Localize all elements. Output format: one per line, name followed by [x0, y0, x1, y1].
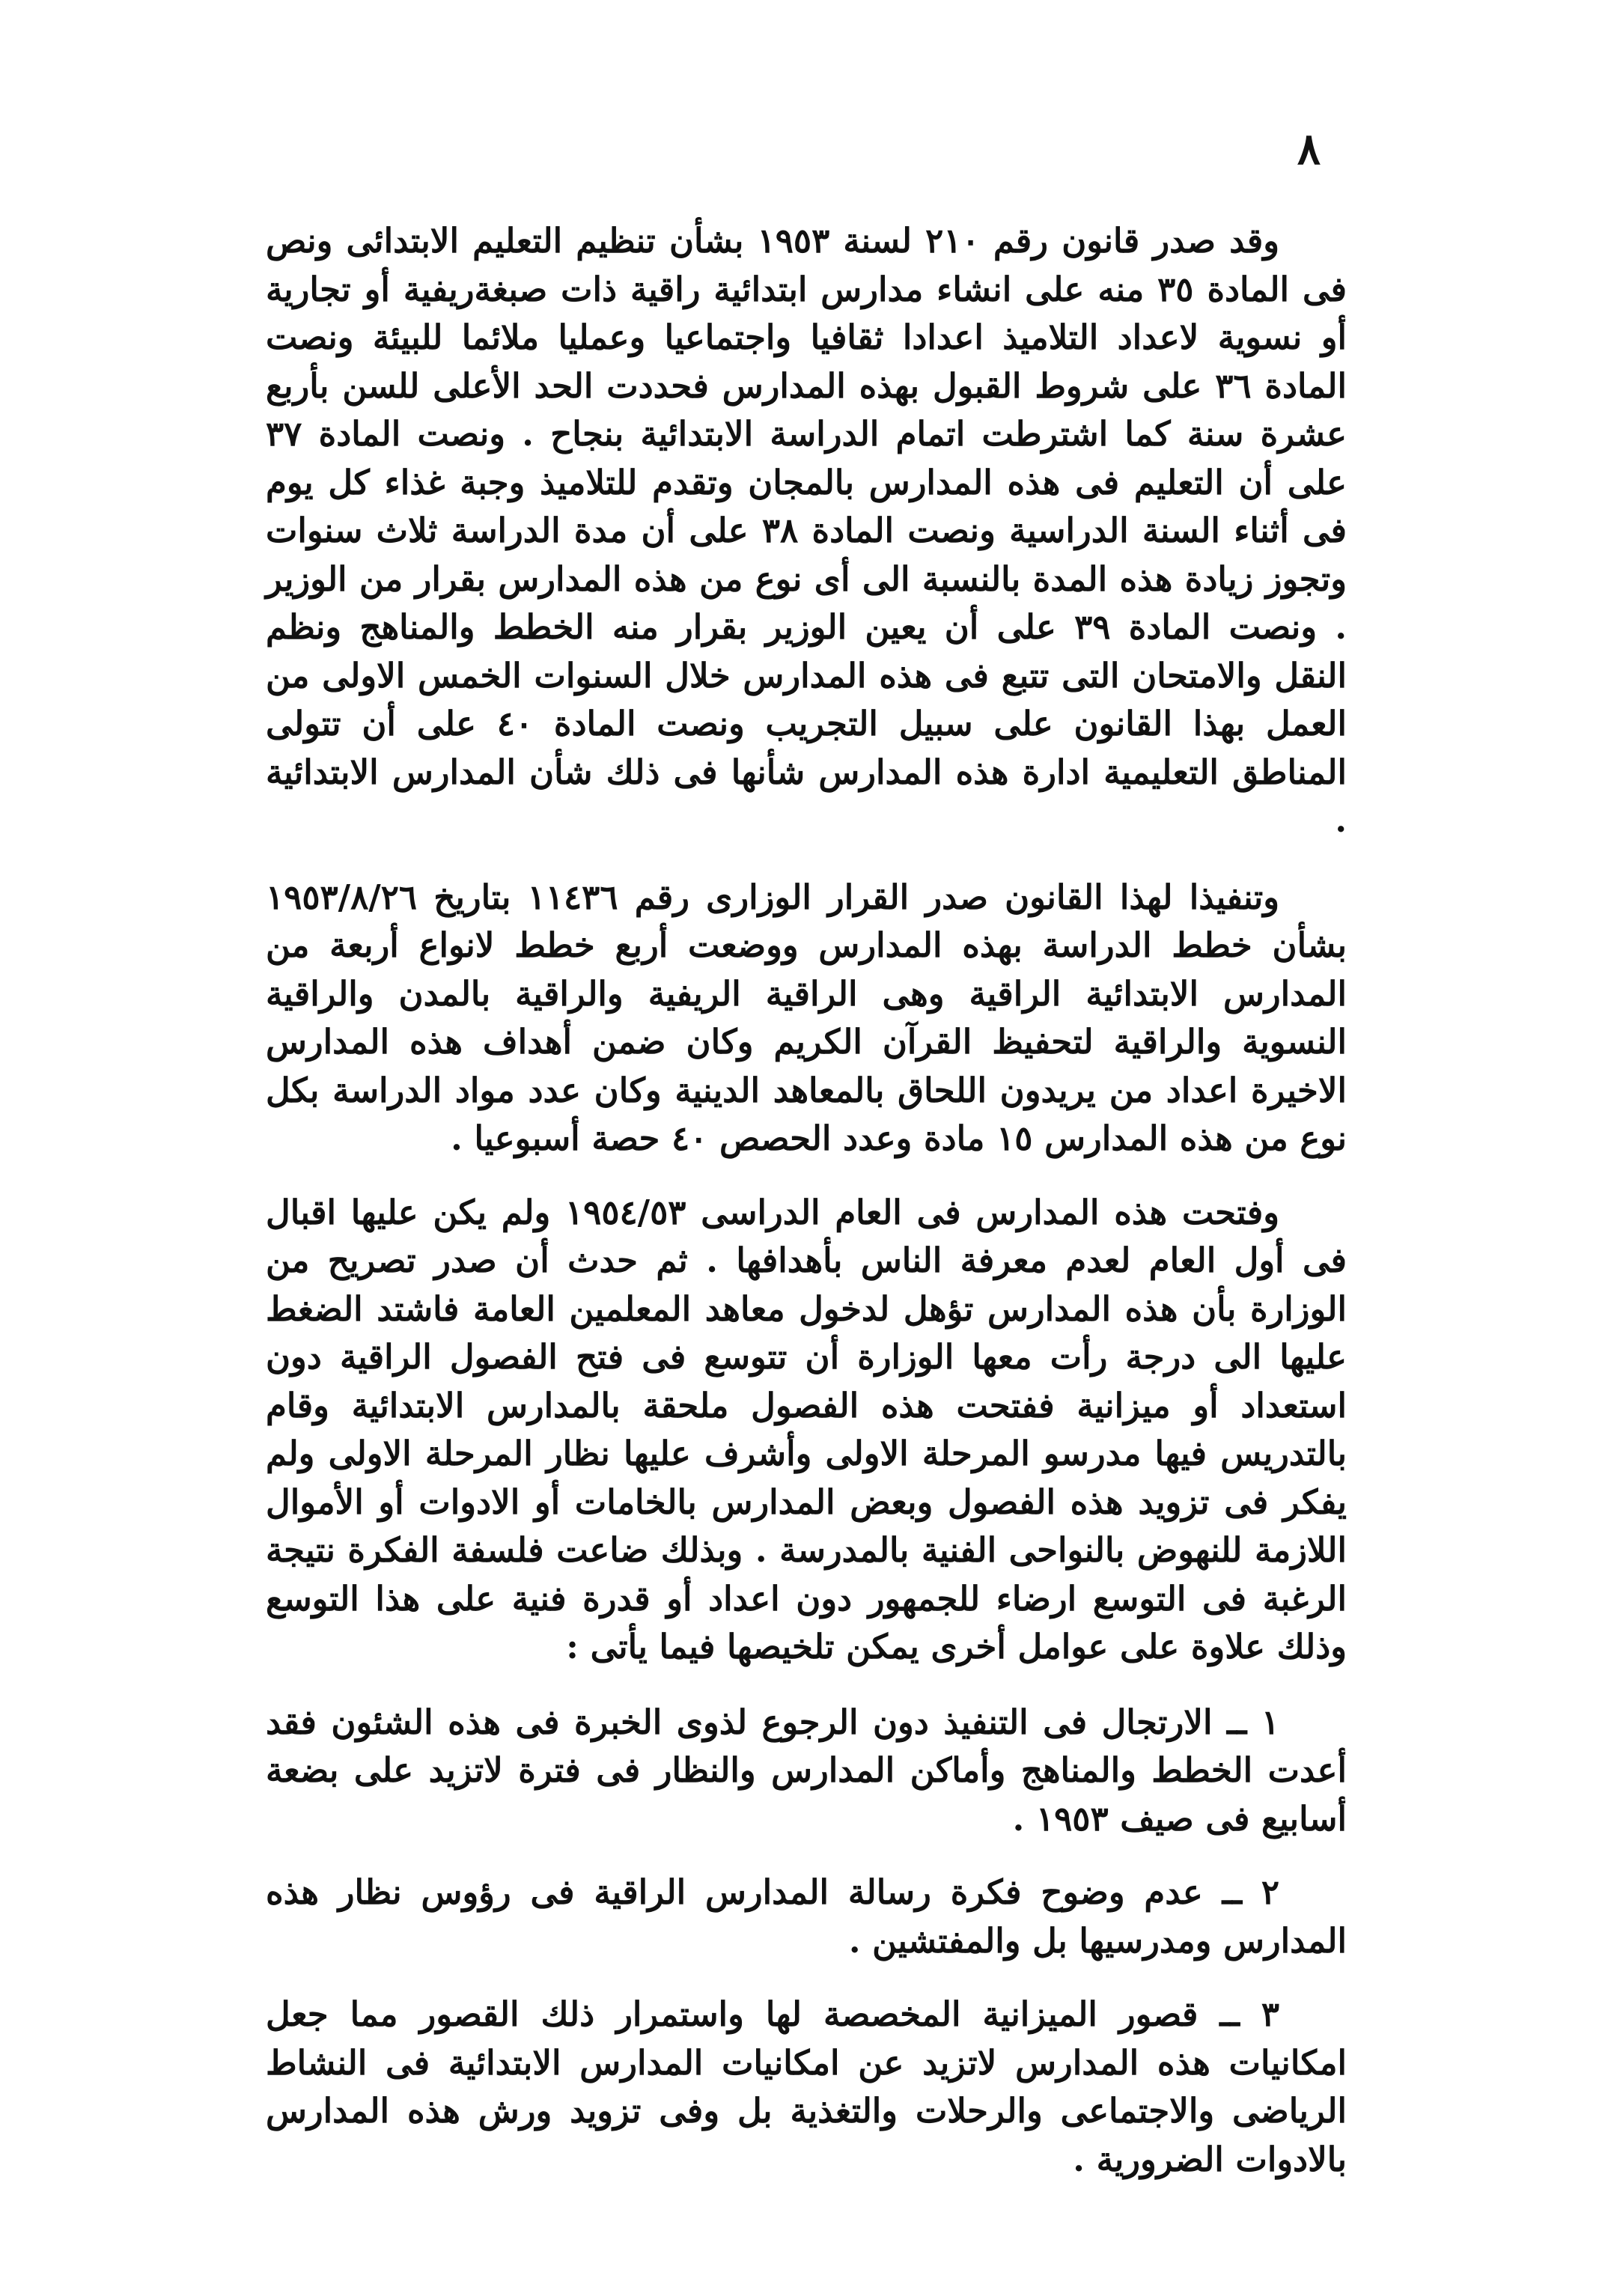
body-text	[266, 217, 1347, 2184]
paragraph-schools-opening: وفتحت هذه المدارس فى العام الدراسى ١٩٥٤/٥٣ ولم يكن عليها اقبال فى أول العام لعدم معرفة الناس بأهدافها . ثم حدث أن صدر تصريح من الوزارة بأن هذه المدارس تؤهل لدخول معاهد المعلمين العامة فاشتد الضغط عليها الى درجة رأت معها الوزارة أن تتوسع فى فتح الفصول الراقية دون استعداد أو ميزانية ففتحت هذه الفصول ملحقة بالمدارس الابتدائية وقام بالتدريس فيها مدرسو المرحلة الاولى وأشرف عليها نظار المرحلة الاولى ولم يفكر فى تزويد هذه الفصول وبعض المدارس بالخامات أو الادوات أو الأموال اللازمة للنهوض بالنواحى الفنية بالمدرسة . وبذلك ضاعت فلسفة الفكرة نتيجة الرغبة فى التوسع ارضاء للجمهور دون اعداد أو قدرة فنية على هذا التوسع وذلك علاوة على عوامل أخرى يمكن تلخيصها فيما يأتى :	[266, 1192, 1347, 1666]
paragraph-gap	[266, 1163, 1347, 1189]
paragraph-law-210: وقد صدر قانون رقم ٢١٠ لسنة ١٩٥٣ بشأن تنظيم التعليم الابتدائى ونص فى المادة ٣٥ منه على انشاء مدارس ابتدائية راقية ذات صبغةريفية أو تجارية أو نسوية لاعداد التلاميذ اعدادا ثقافيا واجتماعيا وعمليا ملائما للبيئة ونصت المادة ٣٦ على شروط القبول بهذه المدارس فحددت الحد الأعلى للسن بأربع عشرة سنة كما اشترطت اتمام الدراسة الابتدائية بنجاح . ونصت المادة ٣٧ على أن التعليم فى هذه المدارس بالمجان وتقدم للتلاميذ وجبة غذاء كل يوم فى أثناء السنة الدراسية ونصت المادة ٣٨ على أن مدة الدراسة ثلاث سنوات وتجوز زيادة هذه المدة بالنسبة الى أى نوع من هذه المدارس بقرار من الوزير . ونصت المادة ٣٩ على أن يعين الوزير بقرار منه الخطط والمناهج ونظم النقل والامتحان التى تتبع فى هذه المدارس خلال السنوات الخمس الاولى من العمل بهذا القانون على سبيل التجريب ونصت المادة ٤٠ على أن تتولى المناطق التعليمية ادارة هذه المدارس شأنها فى ذلك شأن المدارس الابتدائية .	[266, 221, 1347, 840]
page-number: ٨	[1297, 124, 1321, 174]
list-item-unclear-mission: ٢ ــ عدم وضوح فكرة رسالة المدارس الراقية فى رؤوس نظار هذه المدارس ومدرسيها بل والمفتشين .	[266, 1872, 1347, 1961]
paragraph-gap	[266, 1965, 1347, 1991]
paragraph-gap	[266, 1843, 1347, 1869]
paragraph-ministerial-decree: وتنفيذا لهذا القانون صدر القرار الوزارى رقم ١١٤٣٦ بتاريخ ١٩٥٣/٨/٢٦ بشأن خطط الدراسة بهذه المدارس ووضعت أربع خطط لانواع أربعة من المدارس الابتدائية الراقية وهى الراقية الريفية والراقية بالمدن والراقية النسوية والراقية لتحفيظ القرآن الكريم وكان ضمن أهداف هذه المدارس الاخيرة اعداد من يريدون اللحاق بالمعاهد الدينية وكان عدد مواد الدراسة بكل نوع من هذه المدارس ١٥ مادة وعدد الحصص ٤٠ حصة أسبوعيا .	[266, 877, 1347, 1158]
list-item-improvisation: ١ ــ الارتجال فى التنفيذ دون الرجوع لذوى الخبرة فى هذه الشئون فقد أعدت الخطط والمناهج وأماكن المدارس والنظار فى فترة لاتزيد على بضعة أسابيع فى صيف ١٩٥٣ .	[266, 1702, 1347, 1839]
list-item-budget-shortfall: ٣ ــ قصور الميزانية المخصصة لها واستمرار ذلك القصور مما جعل امكانيات هذه المدارس لاتزيد عن امكانيات المدارس الابتدائية فى النشاط الرياضى والاجتماعى والرحلات والتغذية بل وفى تزويد ورش هذه المدارس بالادوات الضرورية .	[266, 1994, 1347, 2179]
paragraph-gap	[266, 1672, 1347, 1699]
paragraph-gap	[266, 845, 1347, 874]
